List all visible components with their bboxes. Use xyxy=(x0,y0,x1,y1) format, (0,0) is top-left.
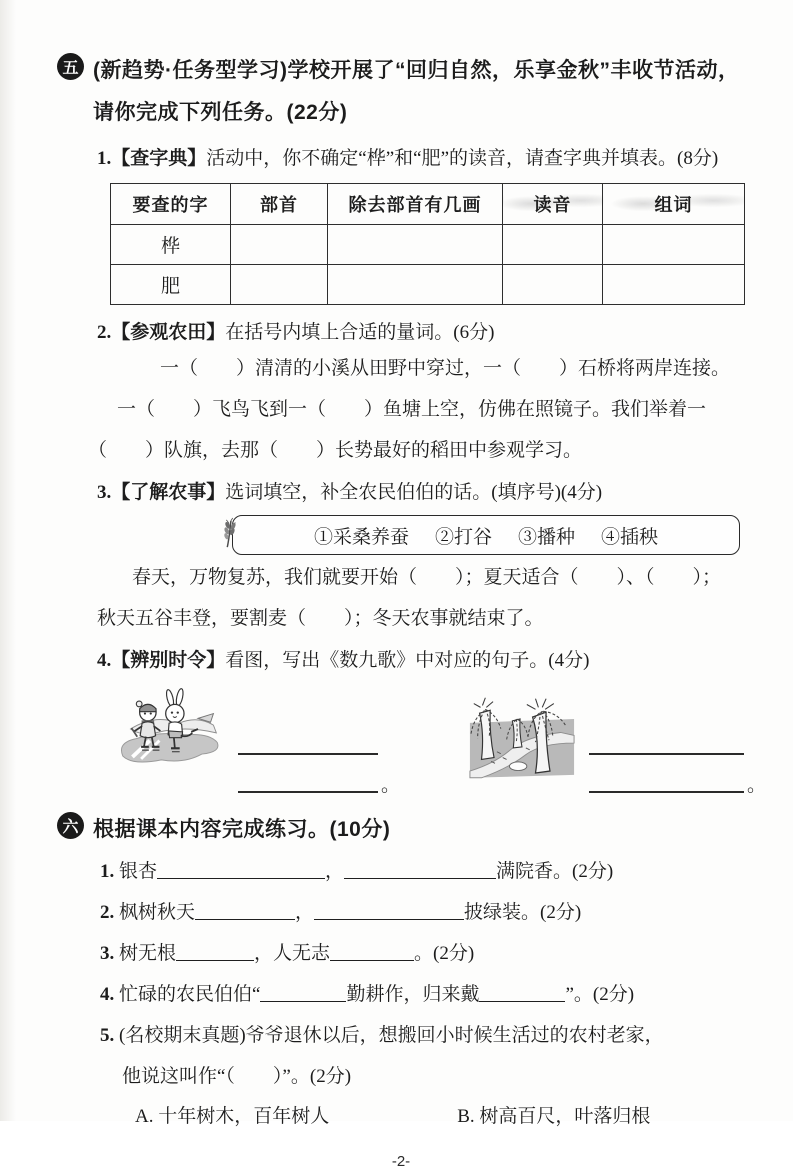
answer-cell[interactable] xyxy=(503,265,603,305)
table-row xyxy=(111,265,745,305)
answer-blank[interactable] xyxy=(195,901,295,920)
task1-tag: 【查字典】 xyxy=(111,148,207,169)
answer-cell[interactable] xyxy=(328,225,503,265)
item-text: 勤耕作，归来戴 xyxy=(346,984,480,1005)
answer-cell[interactable] xyxy=(503,225,603,265)
item-text: 树无根 xyxy=(119,943,177,964)
answer-blank[interactable] xyxy=(238,755,401,796)
period-mark: 。 xyxy=(381,775,401,796)
task1-number: 1. xyxy=(97,148,112,169)
char-cell: 桦 xyxy=(111,225,231,265)
answer-cell[interactable] xyxy=(603,225,745,265)
task3-text: 选词填空，补全农民伯伯的话。(填序号)(4分) xyxy=(225,482,603,503)
word-option-1: ①采桑养蚕 xyxy=(313,526,409,548)
section-six-badge: 六 xyxy=(57,812,84,839)
spring-figure-block xyxy=(468,684,767,796)
option-a[interactable]: A. 十年树木，百年树人 xyxy=(135,1106,330,1127)
answer-blank[interactable] xyxy=(330,942,414,961)
char-cell: 肥 xyxy=(111,265,231,305)
section-five-title-line1: (新趋势·任务型学习)学校开展了“回归自然，乐享金秋”丰收节活动， xyxy=(93,59,740,82)
six-item-1 xyxy=(100,851,745,892)
dictionary-lookup-table xyxy=(110,183,745,305)
task4-text: 看图，写出《数九歌》中对应的句子。(4分) xyxy=(225,650,590,671)
period-mark: 。 xyxy=(747,775,767,796)
col-header-word: 组词 xyxy=(603,184,745,225)
col-header-character: 要查的字 xyxy=(111,184,231,225)
item-number: 1. xyxy=(100,861,115,882)
item-text: 。(2分) xyxy=(414,943,475,964)
task2-tag: 【参观农田】 xyxy=(111,322,226,343)
six-item-3 xyxy=(100,933,745,974)
answer-blank[interactable] xyxy=(479,983,565,1002)
answer-blank[interactable] xyxy=(314,901,464,920)
section-five-title xyxy=(93,50,739,134)
item-number: 5. xyxy=(100,1025,115,1046)
task3-line1[interactable]: 春天，万物复苏，我们就要开始（ ）；夏天适合（ ）、（ ）； xyxy=(132,567,722,588)
skating-illustration xyxy=(117,684,225,793)
task3-number: 3. xyxy=(97,482,112,503)
answer-blank[interactable] xyxy=(589,717,766,755)
task3-fill-paragraph[interactable] xyxy=(57,557,745,639)
page-number: -2- xyxy=(391,1153,411,1170)
task2-line3[interactable]: （ ）队旗，去那（ ）长势最好的稻田中参观学习。 xyxy=(88,440,583,461)
spring-answer-blanks xyxy=(589,684,767,796)
table-header-row xyxy=(111,184,745,225)
task3-heading xyxy=(97,477,745,508)
item-text: ， xyxy=(325,861,345,882)
word-bank-options xyxy=(232,515,740,555)
answer-cell[interactable] xyxy=(231,265,328,305)
section-six-title: 根据课本内容完成练习。(10分) xyxy=(93,818,391,841)
item-text: ”。(2分) xyxy=(565,984,635,1005)
task3-tag: 【了解农事】 xyxy=(111,482,226,503)
task2-number: 2. xyxy=(97,322,112,343)
section-five-badge: 五 xyxy=(57,53,84,80)
col-header-strokes: 除去部首有几画 xyxy=(328,184,503,225)
item-text: ，人无志 xyxy=(254,943,331,964)
task2-heading xyxy=(97,317,745,348)
answer-blank[interactable] xyxy=(176,942,254,961)
col-header-pronunciation: 读音 xyxy=(503,184,603,225)
task1-heading xyxy=(97,143,745,174)
six-item-4 xyxy=(100,974,745,1015)
willow-illustration xyxy=(468,684,576,793)
answer-cell[interactable] xyxy=(603,265,745,305)
item-number: 4. xyxy=(100,984,115,1005)
word-bank-box xyxy=(232,515,740,555)
answer-cell[interactable] xyxy=(231,225,328,265)
task4-tag: 【辨别时令】 xyxy=(111,650,226,671)
section-six-header xyxy=(57,809,745,851)
task2-line1[interactable]: 一（ ）清清的小溪从田野中穿过，一（ ）石桥将两岸连接。 xyxy=(160,358,731,379)
option-b[interactable]: B. 树高百尺，叶落归根 xyxy=(457,1106,651,1127)
section-five-title-line2: 请你完成下列任务。(22分) xyxy=(93,101,348,124)
answer-blank[interactable] xyxy=(589,755,767,796)
item-text: ， xyxy=(295,902,315,923)
task4-heading xyxy=(97,645,745,676)
six-item-5-options xyxy=(135,1097,745,1137)
task2-fill-paragraph[interactable] xyxy=(57,348,745,471)
task2-text: 在括号内填上合适的量词。(6分) xyxy=(225,322,495,343)
answer-blank[interactable] xyxy=(238,717,400,755)
item-number: 3. xyxy=(100,943,115,964)
task1-text: 活动中，你不确定“桦”和“肥”的读音，请查字典并填表。(8分) xyxy=(206,148,719,169)
task4-number: 4. xyxy=(97,650,112,671)
six-item-2 xyxy=(100,892,745,933)
item-text: (名校期末真题)爷爷退休以后，想搬回小时候生活过的农村老家， xyxy=(119,1025,664,1046)
table-row xyxy=(111,225,745,265)
item-text: 满院香。(2分) xyxy=(496,861,614,882)
wheat-icon xyxy=(220,518,240,549)
answer-blank[interactable] xyxy=(344,860,496,879)
item-text: 枫树秋天 xyxy=(119,902,196,923)
item-text-line2[interactable]: 他说这叫作“（ ）”。(2分) xyxy=(122,1066,352,1087)
task2-line2[interactable]: 一（ ）飞鸟飞到一（ ）鱼塘上空，仿佛在照镜子。我们举着一 xyxy=(117,399,707,420)
col-header-radical: 部首 xyxy=(231,184,328,225)
winter-figure-block xyxy=(117,684,401,796)
answer-cell[interactable] xyxy=(328,265,503,305)
section-five-header xyxy=(57,50,745,134)
six-item-5 xyxy=(100,1015,745,1097)
word-option-3: ③播种 xyxy=(518,526,576,548)
word-option-4: ④插秧 xyxy=(601,526,659,548)
task4-figures-row xyxy=(117,684,767,796)
item-text: 忙碌的农民伯伯“ xyxy=(119,984,261,1005)
answer-blank[interactable] xyxy=(157,860,325,879)
answer-blank[interactable] xyxy=(260,983,346,1002)
winter-answer-blanks xyxy=(238,684,401,796)
item-text: 披绿装。(2分) xyxy=(464,902,582,923)
word-option-2: ②打谷 xyxy=(434,526,492,548)
item-text: 银杏 xyxy=(119,861,158,882)
task3-line2[interactable]: 秋天五谷丰登，要割麦（ ）；冬天农事就结束了。 xyxy=(97,608,544,629)
item-number: 2. xyxy=(100,902,115,923)
